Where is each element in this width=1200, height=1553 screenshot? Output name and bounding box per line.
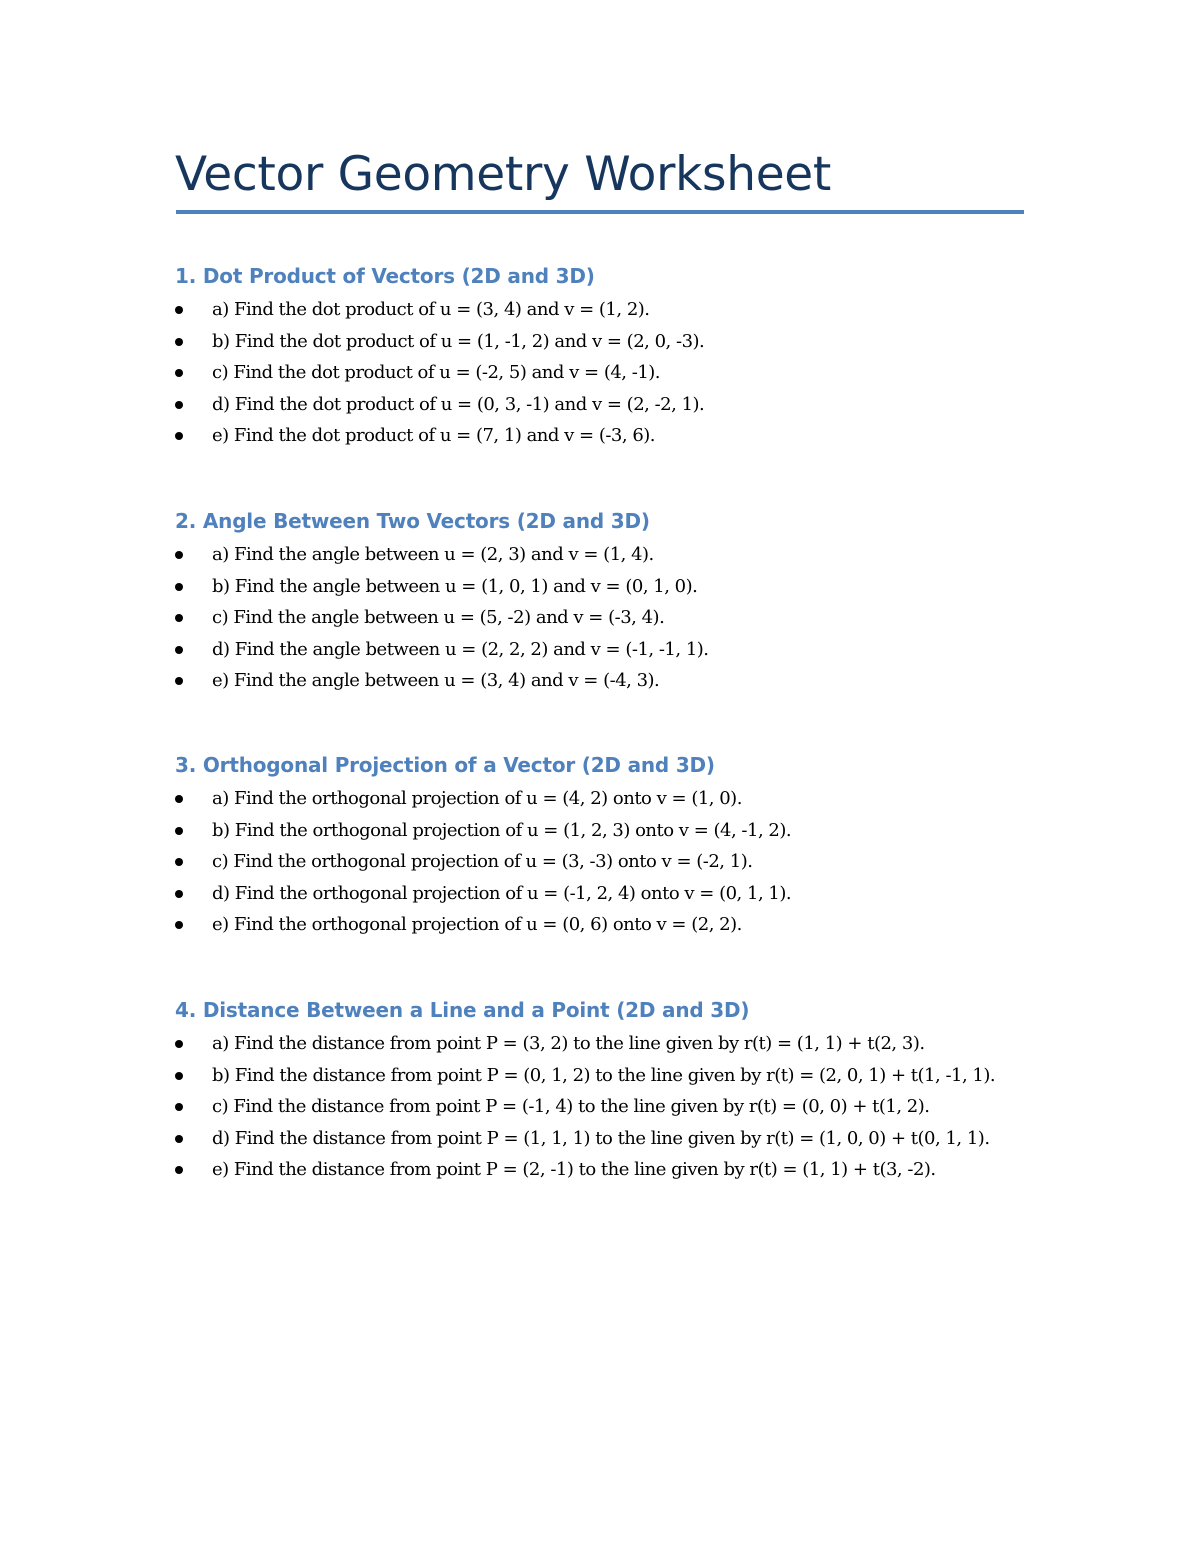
- section-heading: 2. Angle Between Two Vectors (2D and 3D): [175, 509, 650, 533]
- bullet-icon: [175, 1166, 183, 1174]
- section-distance: [175, 996, 1045, 1186]
- question-item: d) Find the distance from point P = (1, 1, 1) to the line given by r(t) = (1, 0, 0) + t(0, 1, 1).: [175, 1123, 1042, 1155]
- bullet-icon: [175, 795, 183, 803]
- section-angle: [175, 507, 1045, 697]
- question-item: d) Find the angle between u = (2, 2, 2) and v = (-1, -1, 1).: [175, 634, 1042, 666]
- bullet-icon: [175, 401, 183, 409]
- question-item: d) Find the orthogonal projection of u = (-1, 2, 4) onto v = (0, 1, 1).: [175, 878, 1042, 910]
- question-item: a) Find the dot product of u = (3, 4) and v = (1, 2).: [175, 294, 1042, 326]
- question-item: e) Find the angle between u = (3, 4) and v = (-4, 3).: [175, 665, 1042, 697]
- question-item: c) Find the orthogonal projection of u = (3, -3) onto v = (-2, 1).: [175, 846, 1042, 878]
- question-item: d) Find the dot product of u = (0, 3, -1) and v = (2, -2, 1).: [175, 389, 1042, 421]
- section-heading: 1. Dot Product of Vectors (2D and 3D): [175, 264, 595, 288]
- section-dot-product: [175, 262, 1045, 452]
- bullet-icon: [175, 858, 183, 866]
- bullet-icon: [175, 1072, 183, 1080]
- question-item: e) Find the dot product of u = (7, 1) and v = (-3, 6).: [175, 420, 1042, 452]
- question-item: e) Find the orthogonal projection of u = (0, 6) onto v = (2, 2).: [175, 909, 1042, 941]
- bullet-icon: [175, 369, 183, 377]
- question-list: [175, 1028, 1045, 1186]
- section-heading: 4. Distance Between a Line and a Point (2D and 3D): [175, 998, 750, 1022]
- question-item: e) Find the distance from point P = (2, -1) to the line given by r(t) = (1, 1) + t(3, -2).: [175, 1154, 1042, 1186]
- bullet-icon: [175, 677, 183, 685]
- question-item: a) Find the angle between u = (2, 3) and v = (1, 4).: [175, 539, 1042, 571]
- bullet-icon: [175, 614, 183, 622]
- question-item: b) Find the orthogonal projection of u = (1, 2, 3) onto v = (4, -1, 2).: [175, 815, 1042, 847]
- page-title: Vector Geometry Worksheet: [175, 147, 832, 202]
- bullet-icon: [175, 646, 183, 654]
- title-underline: [176, 210, 1024, 214]
- question-item: b) Find the dot product of u = (1, -1, 2) and v = (2, 0, -3).: [175, 326, 1042, 358]
- question-item: b) Find the angle between u = (1, 0, 1) and v = (0, 1, 0).: [175, 571, 1042, 603]
- bullet-icon: [175, 432, 183, 440]
- question-item: c) Find the distance from point P = (-1, 4) to the line given by r(t) = (0, 0) + t(1, 2).: [175, 1091, 1042, 1123]
- question-item: a) Find the orthogonal projection of u = (4, 2) onto v = (1, 0).: [175, 783, 1042, 815]
- question-list: [175, 294, 1045, 452]
- question-item: b) Find the distance from point P = (0, 1, 2) to the line given by r(t) = (2, 0, 1) + t(1, -1, 1).: [175, 1060, 1042, 1092]
- question-list: [175, 783, 1045, 941]
- bullet-icon: [175, 1040, 183, 1048]
- bullet-icon: [175, 1103, 183, 1111]
- question-item: c) Find the dot product of u = (-2, 5) and v = (4, -1).: [175, 357, 1042, 389]
- bullet-icon: [175, 1135, 183, 1143]
- bullet-icon: [175, 921, 183, 929]
- bullet-icon: [175, 890, 183, 898]
- section-heading: 3. Orthogonal Projection of a Vector (2D and 3D): [175, 753, 715, 777]
- bullet-icon: [175, 306, 183, 314]
- question-item: a) Find the distance from point P = (3, 2) to the line given by r(t) = (1, 1) + t(2, 3).: [175, 1028, 1042, 1060]
- question-item: c) Find the angle between u = (5, -2) and v = (-3, 4).: [175, 602, 1042, 634]
- question-list: [175, 539, 1045, 697]
- bullet-icon: [175, 551, 183, 559]
- bullet-icon: [175, 338, 183, 346]
- bullet-icon: [175, 827, 183, 835]
- bullet-icon: [175, 583, 183, 591]
- section-projection: [175, 751, 1045, 941]
